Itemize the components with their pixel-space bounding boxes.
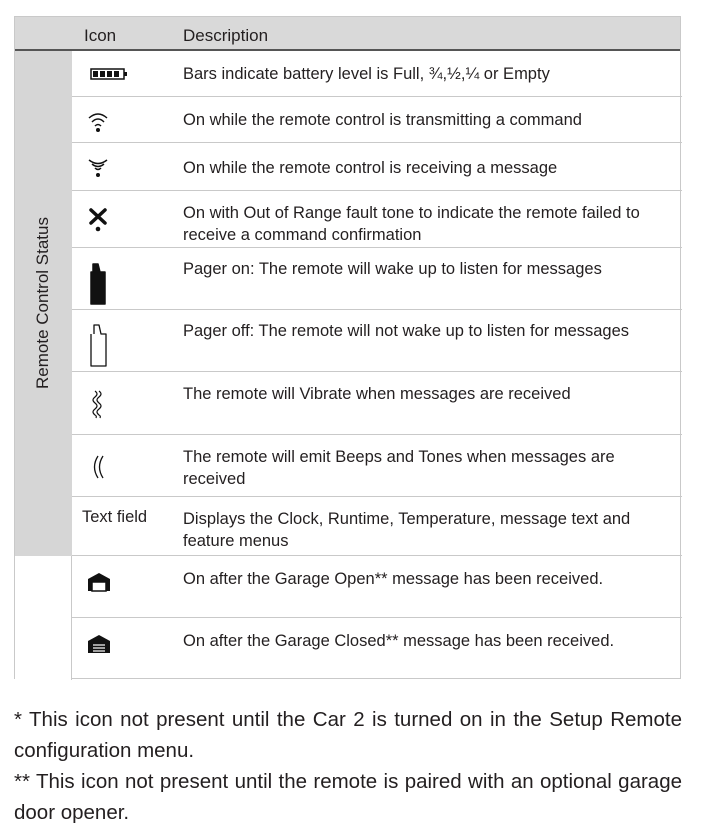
out-of-range-icon xyxy=(72,191,175,247)
row-description: On after the Garage Open** message has been received. xyxy=(183,570,604,588)
row-description: On while the remote control is receiving a message xyxy=(183,159,558,177)
table-header xyxy=(15,17,680,51)
row-description: Pager off: The remote will not wake up to listen for messages xyxy=(183,322,630,340)
pager-on-icon xyxy=(72,248,175,309)
row-description: On with Out of Range fault tone to indicate the remote failed to receive a command confirmation xyxy=(183,204,640,244)
garage-open-icon xyxy=(72,556,175,617)
row-description: Bars indicate battery level is Full, ¾,½,¼ or Empty xyxy=(183,65,550,83)
vibrate-icon xyxy=(72,372,175,434)
text-field-label: Text field xyxy=(82,508,148,526)
table-row xyxy=(72,372,682,435)
table-row xyxy=(72,556,682,618)
icon-cell xyxy=(72,497,175,555)
table-row xyxy=(72,97,682,143)
footnote: ** This icon not present until the remote is paired with an optional garage door opener. xyxy=(14,770,682,824)
table-row xyxy=(72,51,682,97)
header-description: Description xyxy=(183,26,269,45)
transmit-icon xyxy=(72,97,175,142)
battery-icon xyxy=(72,51,175,96)
table-row xyxy=(72,191,682,248)
table-row xyxy=(72,248,682,310)
table-row xyxy=(72,143,682,191)
row-description: On while the remote control is transmitting a command xyxy=(183,111,582,129)
pager-off-icon xyxy=(72,310,175,371)
beep-icon xyxy=(72,435,175,496)
table-row xyxy=(72,310,682,372)
row-description: Pager on: The remote will wake up to listen for messages xyxy=(183,260,602,278)
row-description: On after the Garage Closed** message has been received. xyxy=(183,632,615,650)
row-description: Displays the Clock, Runtime, Temperature, message text and feature menus xyxy=(183,510,631,550)
table-row xyxy=(72,497,682,556)
footnotes xyxy=(14,704,682,828)
garage-closed-icon xyxy=(72,618,175,680)
section-label: Remote Control Status xyxy=(33,217,52,389)
section-blank-column xyxy=(15,556,72,680)
section-label-column xyxy=(15,51,72,556)
receive-icon xyxy=(72,143,175,190)
footnote: * This icon not present until the Car 2 is turned on in the Setup Remote configuration menu. xyxy=(14,708,682,762)
header-icon: Icon xyxy=(84,26,117,45)
table-row xyxy=(72,618,682,680)
table-row xyxy=(72,435,682,497)
row-description: The remote will emit Beeps and Tones when messages are received xyxy=(183,448,615,488)
icon-description-table xyxy=(14,16,681,679)
row-description: The remote will Vibrate when messages are received xyxy=(183,385,571,403)
